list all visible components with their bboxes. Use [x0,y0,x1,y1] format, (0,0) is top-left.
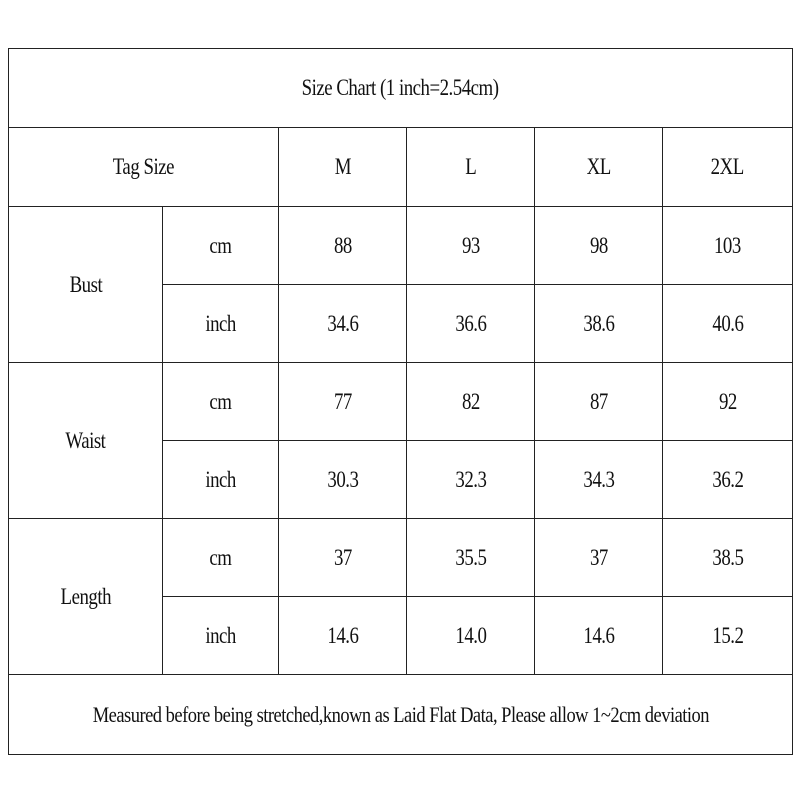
measure-label-length: Length [9,519,163,675]
table-cell: 40.6 [663,285,793,363]
size-header-2xl: 2XL [663,128,793,207]
size-header-xl: XL [535,128,663,207]
table-row [9,207,793,285]
table-cell: 32.3 [407,441,535,519]
table-cell: 87 [535,363,663,441]
size-chart-table [8,48,793,755]
table-cell: 15.2 [663,597,793,675]
unit-label: cm [163,207,279,285]
table-cell: 37 [535,519,663,597]
header-row [9,128,793,207]
table-cell: 36.2 [663,441,793,519]
measure-label-bust: Bust [9,207,163,363]
table-cell: 14.6 [535,597,663,675]
unit-label: cm [163,363,279,441]
unit-label: inch [163,285,279,363]
table-cell: 98 [535,207,663,285]
size-chart-title: Size Chart (1 inch=2.54cm) [9,49,793,128]
table-row [9,363,793,441]
table-cell: 35.5 [407,519,535,597]
table-cell: 38.6 [535,285,663,363]
measure-label-waist: Waist [9,363,163,519]
table-cell: 14.6 [279,597,407,675]
table-cell: 82 [407,363,535,441]
unit-label: inch [163,441,279,519]
table-cell: 14.0 [407,597,535,675]
size-header-m: M [279,128,407,207]
table-cell: 77 [279,363,407,441]
table-cell: 36.6 [407,285,535,363]
size-header-l: L [407,128,535,207]
unit-label: inch [163,597,279,675]
note-row [9,675,793,755]
unit-label: cm [163,519,279,597]
tag-size-header: Tag Size [9,128,279,207]
table-cell: 34.6 [279,285,407,363]
table-row [9,519,793,597]
table-cell: 30.3 [279,441,407,519]
title-row [9,49,793,128]
table-cell: 103 [663,207,793,285]
table-cell: 92 [663,363,793,441]
table-cell: 88 [279,207,407,285]
table-cell: 93 [407,207,535,285]
table-cell: 37 [279,519,407,597]
table-cell: 34.3 [535,441,663,519]
table-cell: 38.5 [663,519,793,597]
measurement-note: Measured before being stretched,known as Laid Flat Data, Please allow 1~2cm deviation [9,675,793,755]
